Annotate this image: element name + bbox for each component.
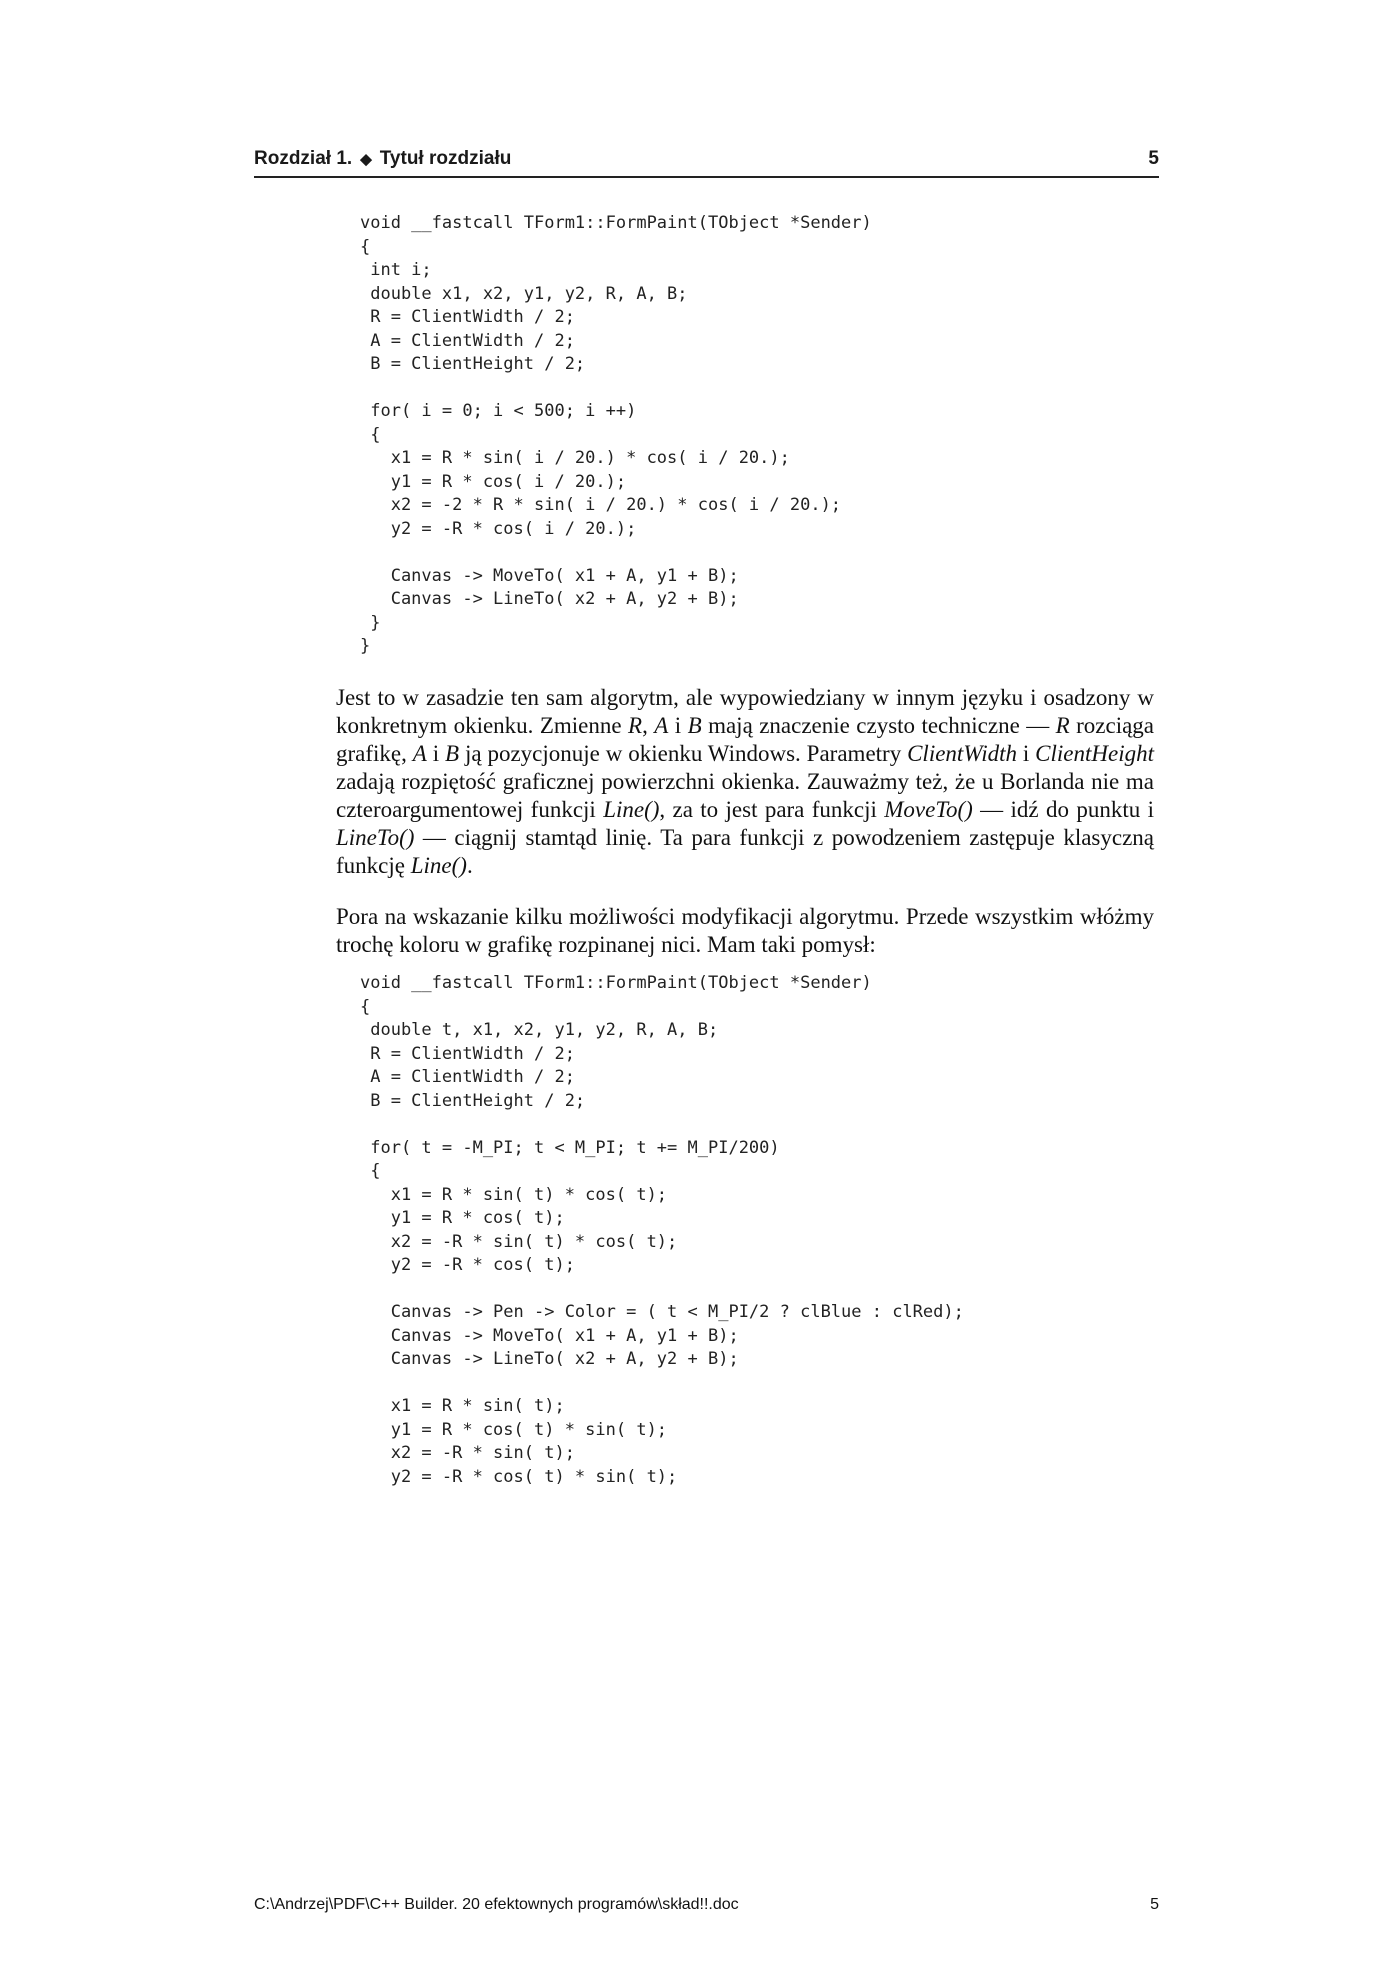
code-line — [360, 542, 370, 562]
code-line: Canvas -> LineTo( x2 + A, y2 + B); — [360, 1349, 739, 1369]
text-run: ją pozycjonuje w okienku Windows. Parametry — [459, 741, 908, 766]
code-line: y1 = R * cos( t); — [360, 1208, 565, 1228]
header-page-number: 5 — [1148, 148, 1159, 169]
code-line: Canvas -> MoveTo( x1 + A, y1 + B); — [360, 565, 739, 586]
italic-term: Line() — [410, 853, 467, 878]
code-line: x1 = R * sin( t) * cos( t); — [360, 1184, 668, 1205]
text-run: . — [466, 853, 473, 878]
code-line: double x1, x2, y1, y2, R, A, B; — [360, 283, 688, 304]
text-run: i — [668, 713, 688, 738]
italic-term: B — [445, 741, 460, 766]
italic-term: MoveTo() — [884, 797, 973, 822]
code-line: int i; — [360, 260, 432, 280]
diamond-icon: ◆ — [360, 151, 372, 168]
page-footer — [254, 1896, 1159, 1918]
italic-term: A — [654, 713, 669, 738]
code-line: Canvas -> Pen -> Color = ( t < M_PI/2 ? clBlue : clRed); — [360, 1302, 964, 1322]
italic-term: ClientHeight — [1035, 741, 1154, 766]
code-line: } — [360, 636, 371, 656]
code-line: x2 = -R * sin( t); — [360, 1443, 575, 1463]
text-run: — ciągnij stamtąd linię. Ta para funkcji z powodzeniem zastępuje klasyczną funkcję — [336, 825, 1154, 878]
code-line: { — [360, 996, 371, 1017]
text-run: mają znaczenie czysto techniczne — — [701, 713, 1056, 738]
page-header — [254, 148, 1159, 178]
code-line — [360, 1279, 370, 1299]
italic-term: B — [687, 713, 702, 738]
footer-file-path: C:\Andrzej\PDF\C++ Builder. 20 efektownych programów\skład!!.doc — [254, 1896, 739, 1913]
code-line: { — [360, 1161, 381, 1181]
italic-term: ClientWidth — [907, 741, 1017, 766]
footer-page-number: 5 — [1150, 1896, 1159, 1913]
italic-term: R — [628, 713, 643, 738]
code-line: x2 = -R * sin( t) * cos( t); — [360, 1231, 678, 1252]
text-run: rozciąga grafikę, — [336, 713, 1155, 766]
text-run: , za to jest para funkcji — [659, 797, 885, 822]
code-line: y1 = R * cos( t) * sin( t); — [360, 1419, 668, 1440]
code-line: A = ClientWidth / 2; — [360, 330, 575, 351]
code-line — [360, 1114, 370, 1134]
text-run: i — [426, 741, 445, 766]
code-line: for( t = -M_PI; t < M_PI; t += M_PI/200) — [360, 1137, 780, 1158]
code-line: R = ClientWidth / 2; — [360, 1043, 575, 1064]
italic-term: Line() — [603, 797, 660, 822]
code-line: } — [360, 612, 381, 633]
code-line: A = ClientWidth / 2; — [360, 1067, 575, 1087]
code-line — [360, 378, 370, 398]
code-line: y2 = -R * cos( t); — [360, 1255, 575, 1275]
text-run: Jest to w zasadzie ten sam algorytm, ale wypowiedziany w innym języku i osadzony w konkretnym okienku. Zmienne — [336, 685, 1154, 738]
text-run: — idź do punktu i — [972, 797, 1154, 822]
italic-term: LineTo() — [336, 825, 415, 850]
text-run: i — [1016, 741, 1036, 766]
code-line: double t, x1, x2, y1, y2, R, A, B; — [360, 1020, 719, 1040]
code-listing-1 — [360, 212, 872, 659]
chapter-title: Tytuł rozdziału — [379, 148, 512, 169]
code-line: { — [360, 424, 381, 445]
code-line: x1 = R * sin( t); — [360, 1396, 565, 1416]
italic-term: R — [1055, 713, 1070, 738]
code-line: y2 = -R * cos( i / 20.); — [360, 518, 637, 539]
code-line: { — [360, 236, 371, 257]
code-line: void __fastcall TForm1::FormPaint(TObject *Sender) — [360, 213, 872, 233]
code-line: B = ClientHeight / 2; — [360, 354, 586, 374]
text-run: , — [642, 713, 655, 738]
paragraph-2: Pora na wskazanie kilku możliwości modyfikacji algorytmu. Przede wszystkim włóżmy trochę koloru w grafikę rozpinanej nici. Mam taki pomysł: — [336, 904, 1154, 957]
chapter-heading — [254, 148, 511, 170]
code-line — [360, 1373, 370, 1393]
code-listing-2 — [360, 972, 964, 1489]
code-line: for( i = 0; i < 500; i ++) — [360, 401, 637, 421]
code-line: void __fastcall TForm1::FormPaint(TObject *Sender) — [360, 973, 872, 993]
text-run: zadają rozpiętość graficznej powierzchni okienka. Zauważmy też, że u Borlanda nie ma czteroargumentowej funkcji — [336, 769, 1154, 822]
paragraph-1 — [336, 684, 1154, 880]
code-line: Canvas -> MoveTo( x1 + A, y1 + B); — [360, 1325, 739, 1346]
code-line: x1 = R * sin( i / 20.) * cos( i / 20.); — [360, 448, 790, 468]
code-line: Canvas -> LineTo( x2 + A, y2 + B); — [360, 589, 739, 609]
code-line: B = ClientHeight / 2; — [360, 1090, 586, 1111]
code-line: y2 = -R * cos( t) * sin( t); — [360, 1466, 678, 1487]
chapter-label: Rozdział 1. — [254, 148, 353, 169]
italic-term: A — [412, 741, 427, 766]
code-line: R = ClientWidth / 2; — [360, 307, 575, 327]
code-line: x2 = -2 * R * sin( i / 20.) * cos( i / 20.); — [360, 495, 842, 515]
code-line: y1 = R * cos( i / 20.); — [360, 471, 627, 492]
